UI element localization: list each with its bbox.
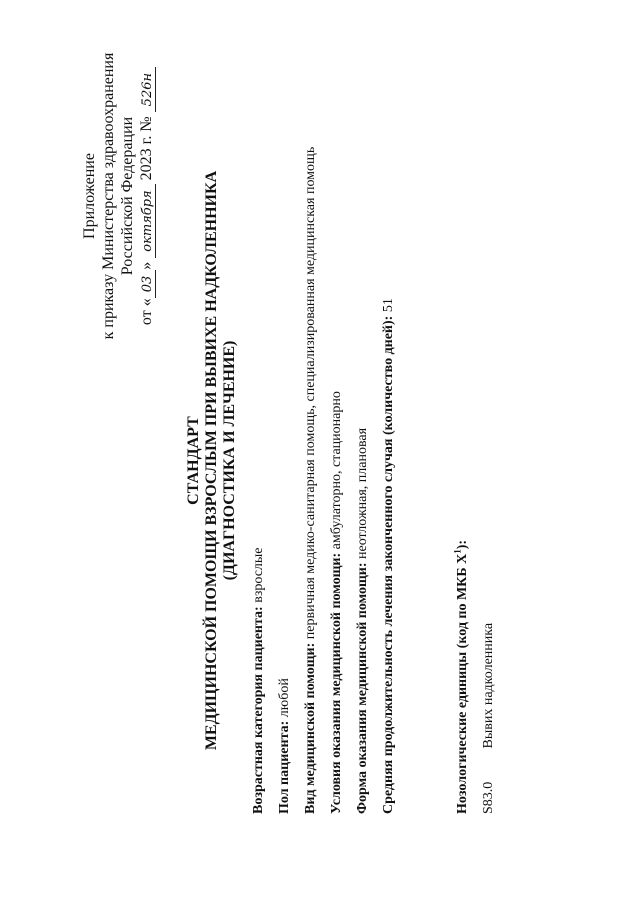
appendix-title: Приложение	[81, 153, 98, 239]
handwritten-number: 526н	[140, 67, 156, 112]
nosology-block	[448, 540, 498, 814]
appendix-block	[80, 46, 156, 346]
standard-title	[185, 0, 239, 921]
nosology-heading: Нозологические единицы (код по МКБ $X^1$):	[452, 539, 470, 814]
nosology-entry	[480, 540, 498, 814]
standard-properties	[246, 24, 402, 814]
icd-code: S83.0	[480, 781, 496, 814]
age-category-row: Возрастная категория пациента: взрослые	[251, 547, 266, 814]
title-line-1: МЕДИЦИНСКОЙ ПОМОЩИ ВЗРОСЛЫМ ПРИ ВЫВИХЕ НАДКОЛЕННИКА	[203, 170, 220, 751]
icd-name: Вывих надколенника	[480, 622, 496, 749]
title-heading: СТАНДАРТ	[185, 416, 202, 505]
title-line-2: (ДИАГНОСТИКА И ЛЕЧЕНИЕ)	[221, 340, 238, 581]
appendix-order-line: к приказу Министерства здравоохранения	[100, 52, 117, 340]
handwritten-day: 03	[140, 270, 156, 299]
appendix-date-line: от «03» октября 2023 г. № 526н	[137, 46, 156, 346]
treatment-duration-row: Средняя продолжительность лечения законченного случая (количество дней): 51	[381, 298, 396, 814]
care-conditions-row: Условия оказания медицинской помощи: амбулаторно, стационарно	[329, 391, 344, 814]
care-type-row: Вид медицинской помощи: первичная медико-санитарная помощь, специализированная медицинская помощь	[303, 146, 318, 814]
care-form-row: Форма оказания медицинской помощи: неотложная, плановая	[355, 427, 370, 814]
handwritten-month: октября	[140, 184, 156, 257]
appendix-federation-line: Российской Федерации	[119, 116, 136, 276]
patient-sex-row: Пол пациента: любой	[277, 678, 292, 814]
